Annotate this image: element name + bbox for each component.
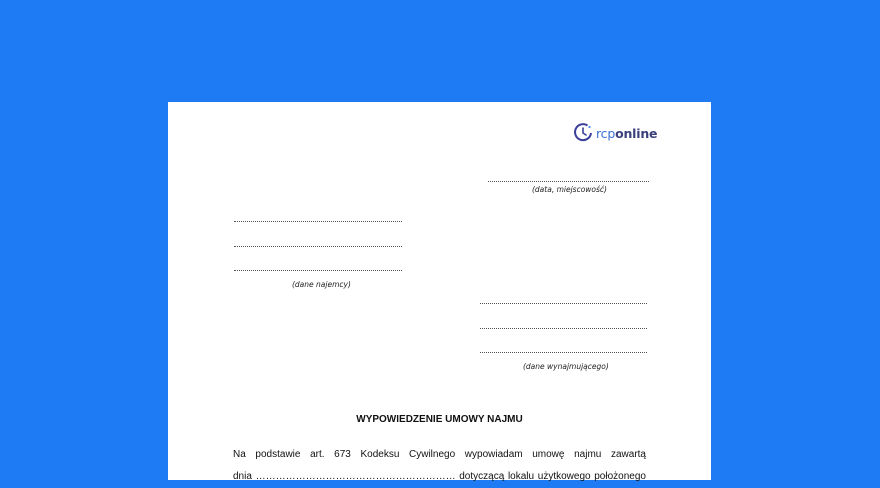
tenant-caption: (dane najemcy) xyxy=(292,280,351,289)
word: użytkowego xyxy=(537,471,591,482)
word: 673 xyxy=(334,449,351,460)
landlord-caption: (dane wynajmującego) xyxy=(523,362,609,371)
word: najmu xyxy=(574,449,602,460)
landlord-line-1 xyxy=(480,303,647,304)
word: Cywilnego xyxy=(409,449,456,460)
date-place-line xyxy=(488,181,649,182)
landlord-line-2 xyxy=(480,328,647,329)
tenant-line-1 xyxy=(234,221,402,222)
rcponline-logo xyxy=(572,122,657,144)
word: art. xyxy=(310,449,325,460)
date-place-caption: (data, miejscowość) xyxy=(532,185,607,194)
body-line-2 xyxy=(233,466,646,488)
word: Na xyxy=(233,449,246,460)
word: wypowiadam xyxy=(464,449,523,460)
clock-icon xyxy=(572,122,594,144)
word: umowę xyxy=(532,449,565,460)
document-page xyxy=(168,102,711,480)
word: dnia xyxy=(233,471,252,482)
word: Kodeksu xyxy=(360,449,400,460)
body-paragraph xyxy=(233,444,646,488)
word: położonego xyxy=(594,471,646,482)
landlord-line-3 xyxy=(480,352,647,353)
word: zawartą xyxy=(610,449,646,460)
word: dotyczącą xyxy=(459,471,505,482)
document-title: WYPOWIEDZENIE UMOWY NAJMU xyxy=(356,414,523,425)
word: lokalu xyxy=(507,471,535,482)
tenant-line-2 xyxy=(234,246,402,247)
body-line-1 xyxy=(233,444,646,466)
date-blank: …………………………………………………… xyxy=(255,471,456,482)
logo-text: rcponline xyxy=(596,125,658,141)
word: podstawie xyxy=(255,449,301,460)
tenant-line-3 xyxy=(234,270,402,271)
